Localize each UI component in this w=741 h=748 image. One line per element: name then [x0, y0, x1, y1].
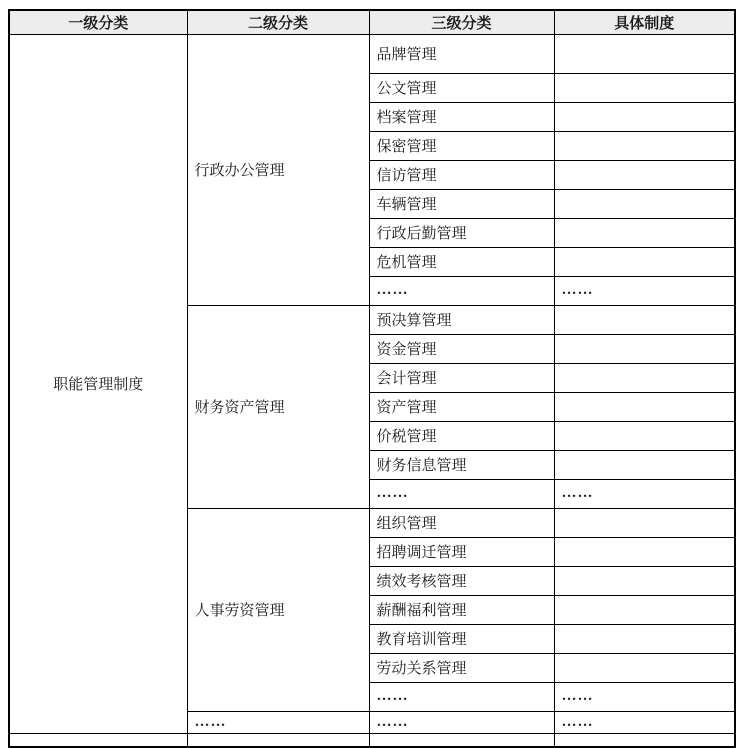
level3-cell: 资产管理 — [369, 392, 554, 421]
truncated-cell — [554, 733, 735, 747]
level3-cell: 危机管理 — [369, 247, 554, 276]
level2-cell: 人事劳资管理 — [187, 508, 369, 711]
detail-cell: …… — [554, 682, 735, 711]
level2-cell: 财务资产管理 — [187, 305, 369, 508]
header-cell-detail: 具体制度 — [554, 10, 735, 34]
detail-cell — [554, 247, 735, 276]
level2-cell: 行政办公管理 — [187, 34, 369, 305]
detail-cell — [554, 189, 735, 218]
level3-cell: 劳动关系管理 — [369, 653, 554, 682]
detail-cell — [554, 537, 735, 566]
header-cell-level2: 二级分类 — [187, 10, 369, 34]
detail-cell — [554, 73, 735, 102]
level3-cell: …… — [369, 682, 554, 711]
detail-cell: …… — [554, 479, 735, 508]
detail-cell — [554, 131, 735, 160]
header-cell-level1: 一级分类 — [9, 10, 187, 34]
table-row-truncated — [9, 733, 735, 747]
level3-cell: …… — [369, 711, 554, 733]
level3-cell: 预决算管理 — [369, 305, 554, 334]
level1-cell: 职能管理制度 — [9, 34, 187, 733]
detail-cell — [554, 102, 735, 131]
level3-cell: 保密管理 — [369, 131, 554, 160]
level3-cell: 档案管理 — [369, 102, 554, 131]
level3-cell: 行政后勤管理 — [369, 218, 554, 247]
level3-cell: 品牌管理 — [369, 34, 554, 73]
level3-cell: …… — [369, 479, 554, 508]
level3-cell: 信访管理 — [369, 160, 554, 189]
detail-cell — [554, 450, 735, 479]
level3-cell: 招聘调迁管理 — [369, 537, 554, 566]
detail-cell: …… — [554, 276, 735, 305]
level3-cell: 薪酬福利管理 — [369, 595, 554, 624]
detail-cell — [554, 160, 735, 189]
truncated-cell — [369, 733, 554, 747]
detail-cell — [554, 334, 735, 363]
detail-cell — [554, 305, 735, 334]
detail-cell — [554, 363, 735, 392]
detail-cell — [554, 595, 735, 624]
level3-cell: 财务信息管理 — [369, 450, 554, 479]
level3-cell: 公文管理 — [369, 73, 554, 102]
level3-cell: 会计管理 — [369, 363, 554, 392]
level3-cell: 价税管理 — [369, 421, 554, 450]
truncated-cell — [187, 733, 369, 747]
table-row — [9, 34, 735, 73]
header-cell-level3: 三级分类 — [369, 10, 554, 34]
classification-table — [8, 9, 736, 748]
detail-cell — [554, 624, 735, 653]
detail-cell — [554, 392, 735, 421]
level2-cell: …… — [187, 711, 369, 733]
level3-cell: 组织管理 — [369, 508, 554, 537]
detail-cell — [554, 421, 735, 450]
level3-cell: 绩效考核管理 — [369, 566, 554, 595]
detail-cell — [554, 34, 735, 73]
level3-cell: 资金管理 — [369, 334, 554, 363]
detail-cell — [554, 218, 735, 247]
detail-cell: …… — [554, 711, 735, 733]
truncated-cell — [9, 733, 187, 747]
header-row — [9, 10, 735, 34]
level3-cell: …… — [369, 276, 554, 305]
level3-cell: 车辆管理 — [369, 189, 554, 218]
detail-cell — [554, 508, 735, 537]
detail-cell — [554, 566, 735, 595]
detail-cell — [554, 653, 735, 682]
level3-cell: 教育培训管理 — [369, 624, 554, 653]
